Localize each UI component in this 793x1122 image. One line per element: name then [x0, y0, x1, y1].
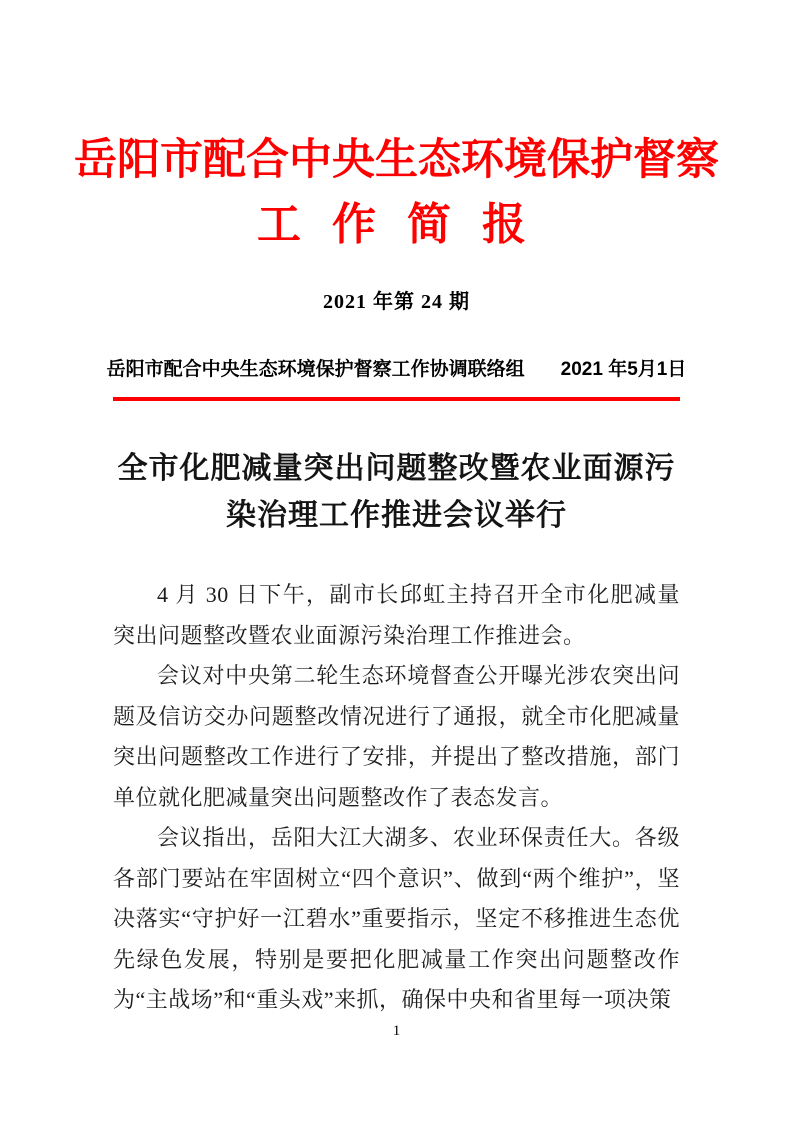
page-footer	[0, 1022, 793, 1040]
paragraph: 会议指出，岳阳大江大湖多、农业环保责任大。各级各部门要站在牢固树立“四个意识”、做到“两个维护”，坚决落实“守护好一江碧水”重要指示，坚定不移推进生态优先绿色发展，特别是要把化肥减量工作突出问题整改作为“主战场”和“重头戏”来抓，确保中央和省里每一项决策	[113, 825, 680, 1013]
masthead	[0, 136, 793, 401]
divider-rule	[113, 397, 680, 401]
article	[113, 445, 680, 1021]
paragraph: 4 月 30 日下午，副市长邱虹主持召开全市化肥减量突出问题整改暨农业面源污染治理工作推进会。	[113, 582, 680, 648]
publisher-row	[0, 354, 793, 381]
masthead-title-line2: 工 作 简 报	[257, 199, 536, 249]
masthead-title-line1: 岳阳市配合中央生态环境保护督察	[74, 137, 719, 184]
article-title: 全市化肥减量突出问题整改暨农业面源污染治理工作推进会议举行	[117, 452, 676, 533]
publisher-name: 岳阳市配合中央生态环境保护督察工作协调联络组	[106, 359, 525, 381]
publish-date: 2021 年5月1日	[560, 359, 687, 381]
issue-number: 2021 年第 24 期	[323, 291, 470, 314]
article-body	[113, 575, 680, 1021]
page-number: 1	[392, 1023, 401, 1039]
paragraph: 会议对中央第二轮生态环境督查公开曝光涉农突出问题及信访交办问题整改情况进行了通报，就全市化肥减量突出问题整改工作进行了安排，并提出了整改措施，部门单位就化肥减量突出问题整改作了表态发言。	[113, 663, 680, 810]
